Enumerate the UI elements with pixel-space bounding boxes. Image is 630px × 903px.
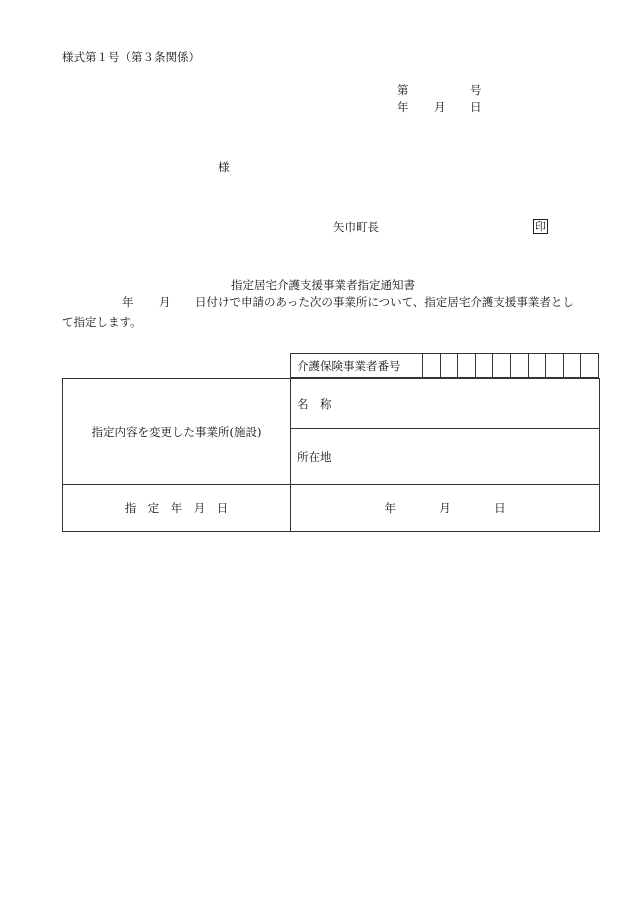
name-label: 名 称: [297, 397, 332, 411]
facility-table: [62, 378, 600, 532]
addressee-suffix: 様: [218, 160, 230, 174]
facility-label: 指定内容を変更した事業所(施設): [63, 379, 291, 485]
address-field[interactable]: [291, 429, 600, 485]
doc-number-suffix: 号: [470, 83, 482, 97]
name-field[interactable]: [291, 379, 600, 429]
digit-box[interactable]: [581, 354, 599, 378]
form-id: 様式第１号（第３条関係）: [62, 50, 200, 64]
document-title: 指定居宅介護支援事業者指定通知書: [231, 278, 415, 292]
body-line2: て指定します。: [62, 315, 142, 329]
designation-day: 日: [494, 501, 506, 515]
digit-box[interactable]: [458, 354, 476, 378]
digit-box[interactable]: [546, 354, 564, 378]
insurer-number-label: 介護保険事業者番号: [291, 354, 423, 378]
address-label: 所在地: [297, 449, 332, 464]
digit-box[interactable]: [563, 354, 581, 378]
designation-date-field[interactable]: [291, 485, 600, 532]
digit-box[interactable]: [423, 354, 441, 378]
body-line1: 日付けで申請のあった次の事業所について、指定居宅介護支援事業者とし: [195, 295, 574, 309]
digit-box[interactable]: [440, 354, 458, 378]
insurer-number-row: [290, 353, 599, 378]
issuer-name: 矢巾町長: [333, 220, 379, 234]
digit-box[interactable]: [528, 354, 546, 378]
body-year: 年: [122, 295, 134, 309]
digit-box[interactable]: [510, 354, 528, 378]
seal-mark: 印: [535, 220, 546, 233]
designation-year: 年: [384, 501, 396, 515]
designation-date-label: 指 定 年 月 日: [63, 485, 291, 532]
doc-date-day: 日: [470, 100, 482, 114]
digit-box[interactable]: [493, 354, 511, 378]
designation-month: 月: [439, 501, 451, 515]
digit-box[interactable]: [475, 354, 493, 378]
body-month: 月: [159, 295, 171, 309]
doc-number-prefix: 第: [397, 83, 409, 97]
doc-date-year: 年: [397, 100, 409, 114]
doc-date-month: 月: [434, 100, 446, 114]
